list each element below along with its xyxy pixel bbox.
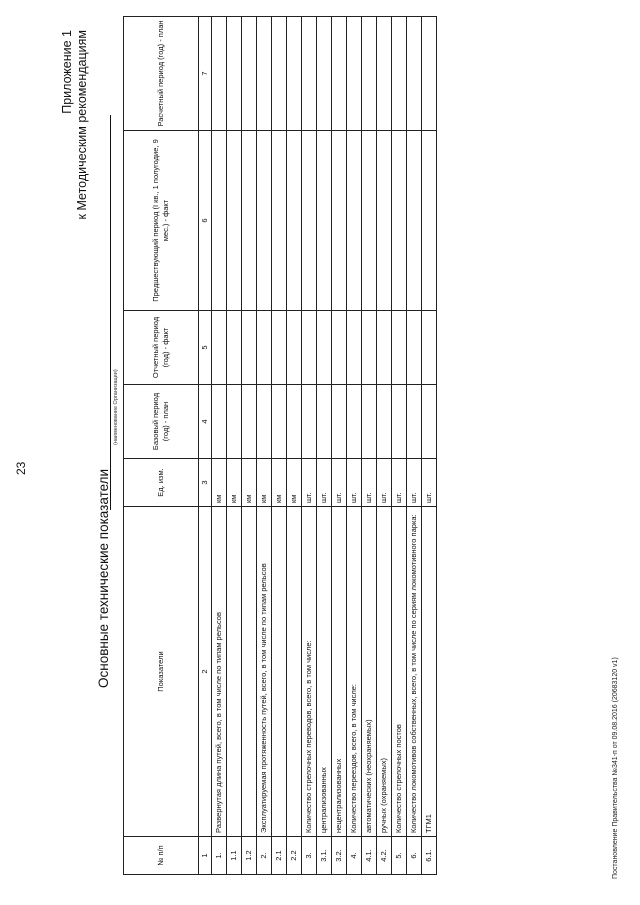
row-value-report — [227, 311, 242, 385]
header-cell: Базовый период (год) - план — [124, 385, 199, 459]
appendix-subtitle: к Методическим рекомендациям — [75, 30, 89, 220]
header-cell: Показатели — [124, 507, 199, 837]
row-value-report — [407, 311, 422, 385]
row-value-previous — [377, 131, 392, 311]
column-number: 1 — [199, 837, 212, 875]
table-row — [257, 17, 272, 875]
organization-caption: (наименование Организации) — [113, 369, 119, 445]
row-indicator — [272, 507, 287, 837]
row-indicator: централизованных — [317, 507, 332, 837]
row-value-previous — [227, 131, 242, 311]
table-row — [272, 17, 287, 875]
row-value-forecast — [347, 17, 362, 131]
row-value-previous — [302, 131, 317, 311]
row-value-previous — [347, 131, 362, 311]
appendix-title: Приложение 1 — [60, 30, 74, 114]
row-unit: шт. — [377, 459, 392, 507]
row-indicator: Количество локомотивов собственных, всего, в том числе по сериям локомотивного парка: — [407, 507, 422, 837]
table-row — [377, 17, 392, 875]
organization-line — [110, 115, 111, 510]
row-value-forecast — [362, 17, 377, 131]
row-value-base — [407, 385, 422, 459]
row-number: 6.1. — [422, 837, 437, 875]
table-row — [407, 17, 422, 875]
table-row — [422, 17, 437, 875]
row-value-previous — [212, 131, 227, 311]
row-number: 6. — [407, 837, 422, 875]
row-value-previous — [362, 131, 377, 311]
table-header-row — [124, 17, 199, 875]
row-unit: шт. — [317, 459, 332, 507]
row-value-forecast — [332, 17, 347, 131]
row-value-forecast — [272, 17, 287, 131]
row-value-report — [362, 311, 377, 385]
row-value-report — [377, 311, 392, 385]
row-value-report — [422, 311, 437, 385]
indicators-table — [123, 16, 437, 875]
row-value-forecast — [287, 17, 302, 131]
row-value-forecast — [212, 17, 227, 131]
row-indicator: ручных (охраняемых) — [377, 507, 392, 837]
row-number: 4.2. — [377, 837, 392, 875]
row-number: 3.1. — [317, 837, 332, 875]
table-row — [212, 17, 227, 875]
table-row — [302, 17, 317, 875]
column-number-row — [199, 17, 212, 875]
table-row — [242, 17, 257, 875]
row-unit: км — [257, 459, 272, 507]
row-value-report — [257, 311, 272, 385]
row-value-previous — [332, 131, 347, 311]
table-row — [392, 17, 407, 875]
row-value-previous — [272, 131, 287, 311]
row-value-forecast — [377, 17, 392, 131]
row-number: 2. — [257, 837, 272, 875]
row-value-forecast — [242, 17, 257, 131]
table-row — [287, 17, 302, 875]
row-indicator — [287, 507, 302, 837]
row-indicator: Количество стрелочных переводов, всего, в том числе: — [302, 507, 317, 837]
row-value-previous — [242, 131, 257, 311]
column-number: 6 — [199, 131, 212, 311]
table-row — [317, 17, 332, 875]
row-value-base — [242, 385, 257, 459]
column-number: 4 — [199, 385, 212, 459]
row-value-previous — [392, 131, 407, 311]
row-indicator: автоматических (неохраняемых) — [362, 507, 377, 837]
header-cell: № п/п — [124, 837, 199, 875]
header-cell: Расчетный период (год) - план — [124, 17, 199, 131]
row-indicator: нецентрализованных — [332, 507, 347, 837]
row-value-base — [347, 385, 362, 459]
row-indicator: Количество переездов, всего, в том числе: — [347, 507, 362, 837]
row-value-base — [302, 385, 317, 459]
row-value-base — [317, 385, 332, 459]
row-unit: шт. — [407, 459, 422, 507]
row-value-forecast — [392, 17, 407, 131]
row-unit: км — [242, 459, 257, 507]
row-value-forecast — [422, 17, 437, 131]
row-unit: км — [227, 459, 242, 507]
row-value-report — [332, 311, 347, 385]
row-unit: км — [212, 459, 227, 507]
row-unit: шт. — [332, 459, 347, 507]
row-unit: км — [272, 459, 287, 507]
row-value-base — [392, 385, 407, 459]
row-number: 2.1 — [272, 837, 287, 875]
appendix-header — [60, 30, 90, 219]
row-value-report — [347, 311, 362, 385]
row-number: 5. — [392, 837, 407, 875]
row-number: 4.1. — [362, 837, 377, 875]
row-indicator: Эксплуатируемая протяженность путей, всего, в том числе по типам рельсов — [257, 507, 272, 837]
row-value-previous — [407, 131, 422, 311]
row-value-report — [287, 311, 302, 385]
row-value-previous — [317, 131, 332, 311]
row-value-base — [362, 385, 377, 459]
row-number: 1.2 — [242, 837, 257, 875]
table-row — [362, 17, 377, 875]
row-indicator — [242, 507, 257, 837]
table-row — [332, 17, 347, 875]
table-row — [347, 17, 362, 875]
row-value-base — [212, 385, 227, 459]
row-value-report — [302, 311, 317, 385]
row-unit: шт. — [362, 459, 377, 507]
row-value-forecast — [317, 17, 332, 131]
row-indicator: Развернутая длина путей, всего, в том числе по типам рельсов — [212, 507, 227, 837]
row-value-base — [272, 385, 287, 459]
row-unit: шт. — [422, 459, 437, 507]
row-number: 1.1 — [227, 837, 242, 875]
row-value-report — [317, 311, 332, 385]
column-number: 3 — [199, 459, 212, 507]
row-unit: шт. — [302, 459, 317, 507]
row-value-forecast — [257, 17, 272, 131]
row-unit: шт. — [392, 459, 407, 507]
row-value-base — [377, 385, 392, 459]
column-number: 5 — [199, 311, 212, 385]
row-number: 4. — [347, 837, 362, 875]
row-value-report — [392, 311, 407, 385]
footer-note: Постановление Правительства №341-п от 09.08.2016 (20683120 v1) — [612, 657, 619, 879]
row-number: 1. — [212, 837, 227, 875]
row-value-report — [212, 311, 227, 385]
row-number: 2.2 — [287, 837, 302, 875]
row-value-previous — [257, 131, 272, 311]
page-number: 23 — [14, 461, 28, 475]
row-number: 3.2. — [332, 837, 347, 875]
row-value-base — [227, 385, 242, 459]
row-value-report — [272, 311, 287, 385]
table-body — [199, 17, 437, 875]
row-value-forecast — [227, 17, 242, 131]
row-value-base — [287, 385, 302, 459]
column-number: 2 — [199, 507, 212, 837]
header-cell: Отчетный период (год) - факт — [124, 311, 199, 385]
row-value-forecast — [302, 17, 317, 131]
row-value-forecast — [407, 17, 422, 131]
table-row — [227, 17, 242, 875]
header-cell: Предшествующий период (I кв., 1 полугодие, 9 мес.) - факт — [124, 131, 199, 311]
row-value-base — [422, 385, 437, 459]
row-value-previous — [287, 131, 302, 311]
row-unit: км — [287, 459, 302, 507]
row-unit: шт. — [347, 459, 362, 507]
row-value-base — [257, 385, 272, 459]
row-indicator: Количество стрелочных постов — [392, 507, 407, 837]
row-number: 3. — [302, 837, 317, 875]
column-number: 7 — [199, 17, 212, 131]
row-indicator: ТГМ1 — [422, 507, 437, 837]
row-value-base — [332, 385, 347, 459]
row-value-previous — [422, 131, 437, 311]
header-cell: Ед. изм. — [124, 459, 199, 507]
row-indicator — [227, 507, 242, 837]
row-value-report — [242, 311, 257, 385]
page-title: Основные технические показатели — [96, 468, 111, 688]
